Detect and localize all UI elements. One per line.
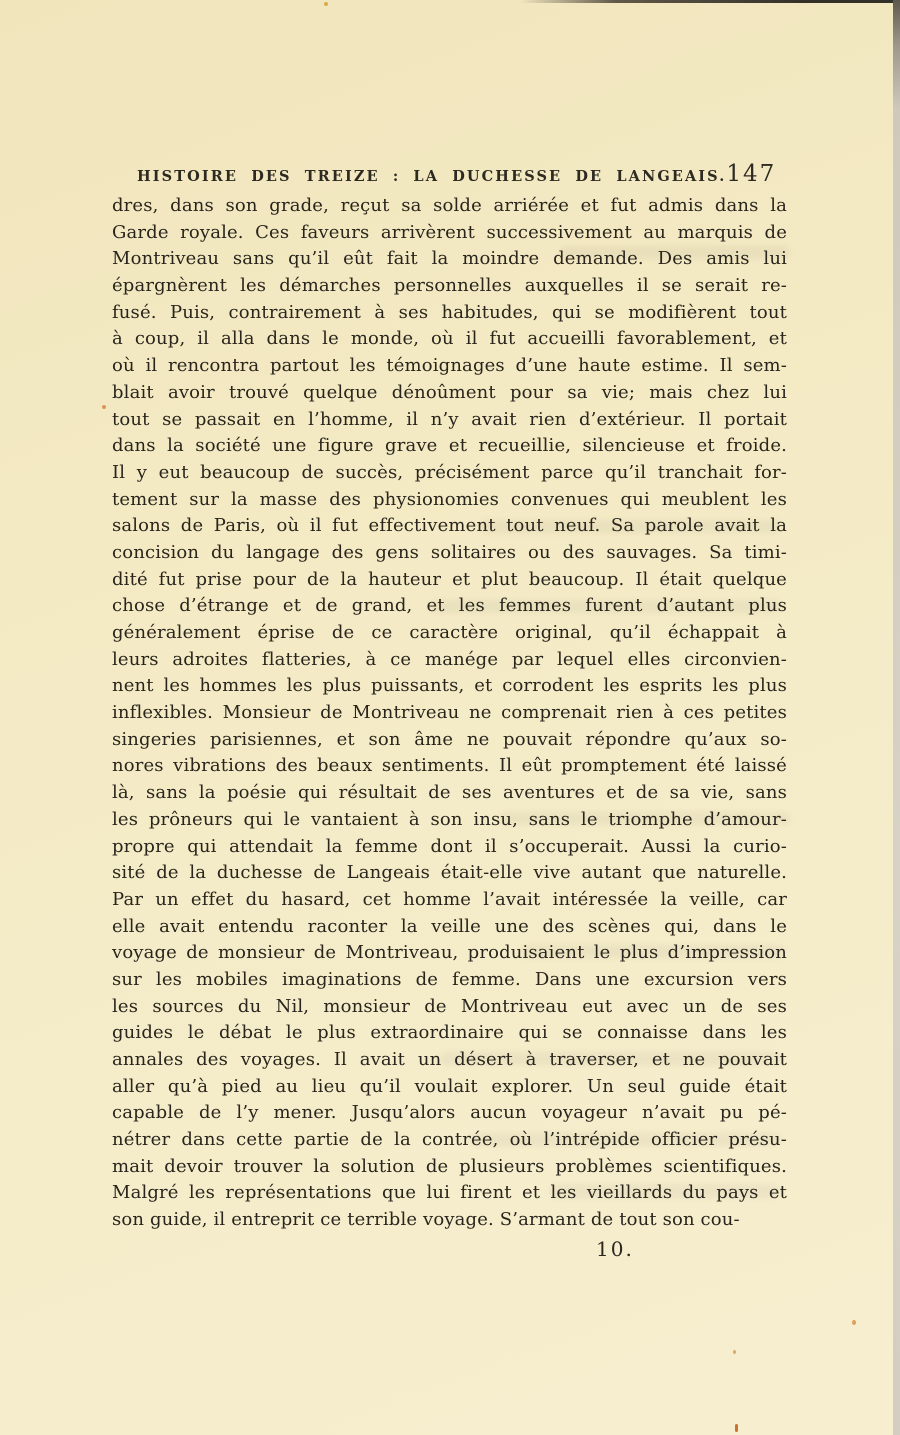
text-line: sur les mobiles imaginations de femme. Dans une excursion vers — [112, 968, 787, 990]
scan-edge-right — [893, 0, 900, 1435]
text-line: inflexibles. Monsieur de Montriveau ne comprenait rien à ces petites — [112, 702, 787, 724]
text-line: chose d’étrange et de grand, et les femmes furent d’autant plus — [112, 595, 787, 617]
text-line: tement sur la masse des physionomies convenues qui meublent les — [112, 488, 787, 510]
signature-mark: 10. — [596, 1237, 634, 1261]
text-line: elle avait entendu raconter la veille une des scènes qui, dans le — [112, 915, 787, 937]
paper-speck — [735, 1424, 738, 1432]
text-line: propre qui attendait la femme dont il s’occuperait. Aussi la curio- — [112, 835, 787, 857]
text-line: tout se passait en l’homme, il n’y avait rien d’extérieur. Il portait — [112, 408, 787, 430]
text-line: là, sans la poésie qui résultait de ses aventures et de sa vie, sans — [112, 782, 787, 804]
text-line: sité de la duchesse de Langeais était-elle vive autant que naturelle. — [112, 862, 787, 884]
text-line: à coup, il alla dans le monde, où il fut accueilli favorablement, et — [112, 328, 787, 350]
text-line: nores vibrations des beaux sentiments. Il eût promptement été laissé — [112, 755, 787, 777]
scan-edge-top — [520, 0, 900, 3]
text-line: salons de Paris, où il fut effectivement tout neuf. Sa parole avait la — [112, 515, 787, 537]
text-line: dité fut prise pour de la hauteur et plut beaucoup. Il était quelque — [112, 568, 787, 590]
text-line: capable de l’y mener. Jusqu’alors aucun voyageur n’avait pu pé- — [112, 1102, 787, 1124]
text-line: les prôneurs qui le vantaient à son insu, sans le triomphe d’amour- — [112, 808, 787, 830]
text-line: Montriveau sans qu’il eût fait la moindre demande. Des amis lui — [112, 248, 787, 270]
text-line: Garde royale. Ces faveurs arrivèrent successivement au marquis de — [112, 221, 787, 243]
text-line: fusé. Puis, contrairement à ses habitudes, qui se modifièrent tout — [112, 301, 787, 323]
text-line: concision du langage des gens solitaires ou des sauvages. Sa timi- — [112, 541, 787, 563]
text-line: les sources du Nil, monsieur de Montriveau eut avec un de ses — [112, 995, 787, 1017]
paper-speck — [324, 2, 328, 6]
text-line: annales des voyages. Il avait un désert à traverser, et ne pouvait — [112, 1049, 787, 1070]
running-header — [137, 161, 777, 187]
text-line: voyage de monsieur de Montriveau, produisaient le plus d’impression — [112, 942, 787, 964]
text-line: singeries parisiennes, et son âme ne pouvait répondre qu’aux so- — [112, 728, 787, 750]
paper-speck — [733, 1350, 736, 1354]
text-line: nent les hommes les plus puissants, et corrodent les esprits les plus — [112, 675, 787, 697]
text-line: Malgré les représentations que lui firent et les vieillards du pays et — [112, 1182, 787, 1204]
text-line: Par un effet du hasard, cet homme l’avait intéressée la veille, car — [112, 888, 787, 910]
text-line: aller qu’à pied au lieu qu’il voulait explorer. Un seul guide était — [112, 1075, 787, 1097]
page-number: 147 — [726, 161, 777, 187]
body-text-block — [112, 193, 787, 1234]
text-line: épargnèrent les démarches personnelles auxquelles il se serait re- — [112, 275, 787, 297]
text-line: nétrer dans cette partie de la contrée, où l’intrépide officier présu- — [112, 1129, 787, 1151]
text-line: guides le débat le plus extraordinaire qui se connaisse dans les — [112, 1022, 787, 1044]
running-header-title: HISTOIRE DES TREIZE : LA DUCHESSE DE LANGEAIS. — [137, 168, 727, 185]
text-line: leurs adroites flatteries, à ce manége par lequel elles circonvien- — [112, 648, 787, 670]
text-line: dres, dans son grade, reçut sa solde arriérée et fut admis dans la — [112, 195, 787, 216]
paper-speck — [102, 405, 106, 409]
text-line: mait devoir trouver la solution de plusieurs problèmes scientifiques. — [112, 1155, 787, 1177]
paper-speck — [852, 1320, 856, 1325]
text-line: où il rencontra partout les témoignages d’une haute estime. Il sem- — [112, 355, 787, 377]
text-line: Il y eut beaucoup de succès, précisément parce qu’il tranchait for- — [112, 461, 787, 483]
text-line: généralement éprise de ce caractère original, qu’il échappait à — [112, 622, 787, 643]
text-line: blait avoir trouvé quelque dénoûment pour sa vie; mais chez lui — [112, 381, 787, 403]
text-line: dans la société une figure grave et recueillie, silencieuse et froide. — [112, 435, 787, 457]
text-line: son guide, il entreprit ce terrible voyage. S’armant de tout son cou- — [112, 1209, 740, 1231]
